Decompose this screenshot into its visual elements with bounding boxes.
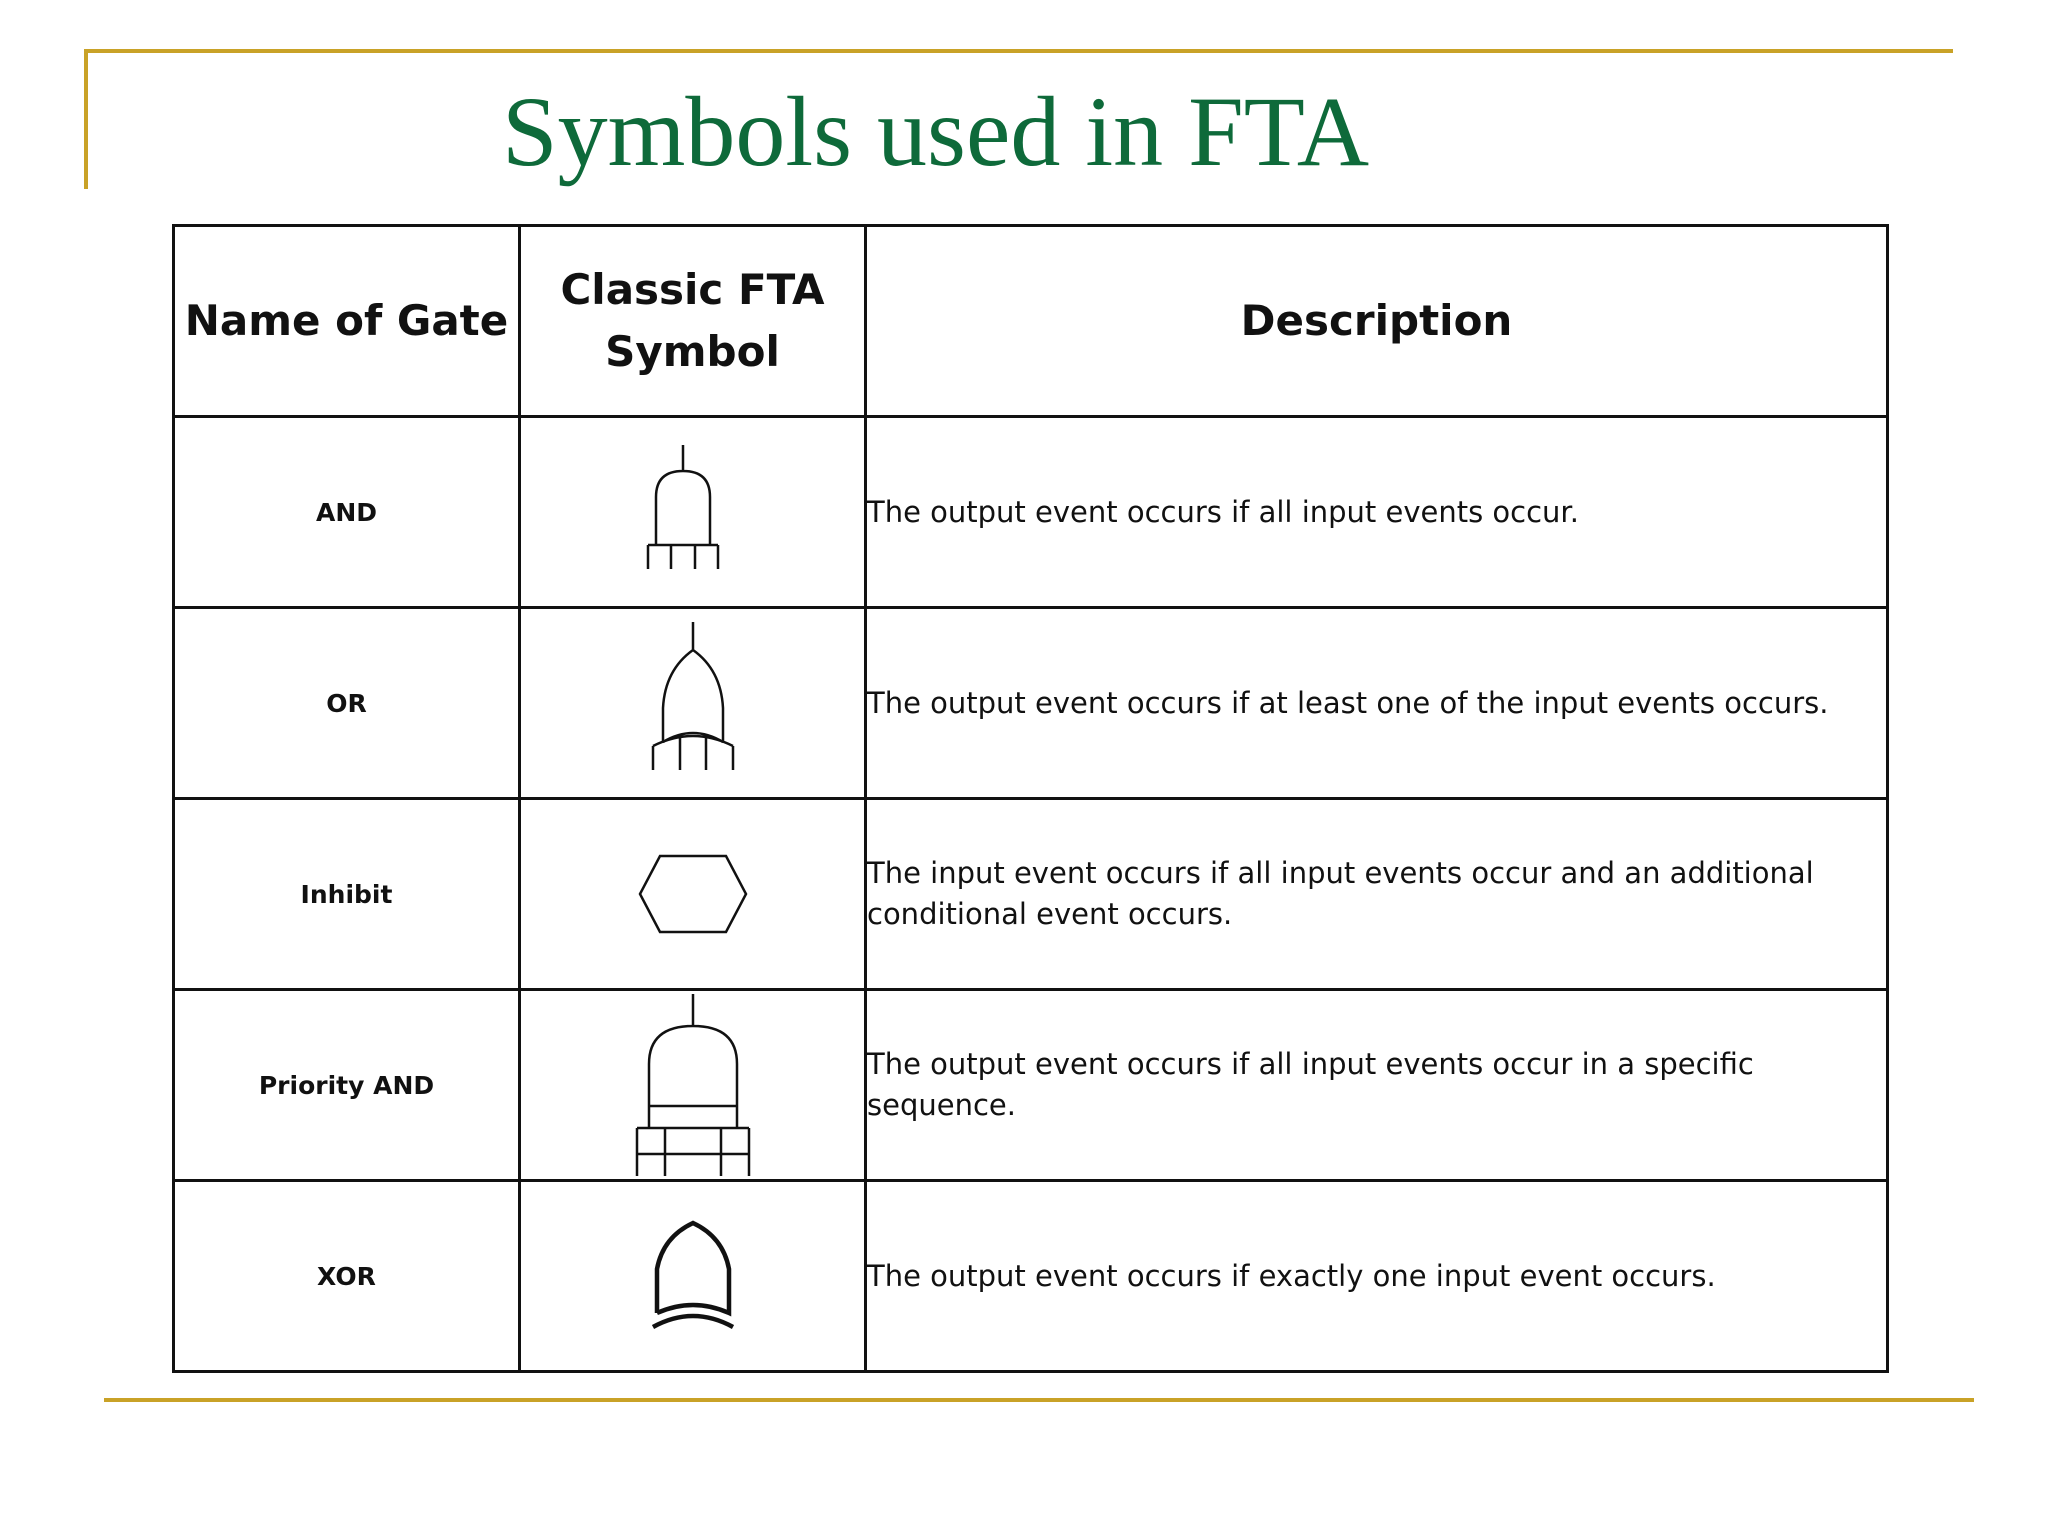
header-name-of-gate: Name of Gate (174, 226, 520, 417)
gate-name: Inhibit (174, 799, 520, 990)
table-row (174, 990, 1888, 1181)
fta-symbols-table (172, 224, 1889, 1373)
table-row (174, 417, 1888, 608)
header-symbol-line2: Symbol (605, 327, 780, 376)
or-gate-icon (633, 618, 753, 788)
table-header-row (174, 226, 1888, 417)
gate-name: OR (174, 608, 520, 799)
gate-description: The output event occurs if all input events occur in a specific sequence. (866, 990, 1888, 1181)
gate-name: XOR (174, 1181, 520, 1372)
gate-symbol-cell (520, 1181, 866, 1372)
table-row (174, 799, 1888, 990)
slide-title: Symbols used in FTA (501, 76, 1370, 187)
gate-name: AND (174, 417, 520, 608)
and-gate-icon (633, 437, 753, 587)
gate-description: The output event occurs if at least one of the input events occurs. (866, 608, 1888, 799)
header-symbol-line1: Classic FTA (560, 265, 825, 314)
gate-symbol-cell (520, 608, 866, 799)
gate-symbol-cell (520, 799, 866, 990)
gate-symbol-cell (520, 417, 866, 608)
gate-description: The output event occurs if all input events occur. (866, 417, 1888, 608)
bottom-accent-rule (104, 1398, 1974, 1402)
xor-gate-icon (633, 1211, 753, 1341)
gate-description: The output event occurs if exactly one input event occurs. (866, 1181, 1888, 1372)
gate-symbol-cell (520, 990, 866, 1181)
top-accent-rule (84, 49, 1953, 53)
gate-name: Priority AND (174, 990, 520, 1181)
table-row (174, 608, 1888, 799)
priority-and-gate-icon (623, 992, 763, 1178)
header-classic-fta-symbol (520, 226, 866, 417)
gate-description: The input event occurs if all input events occur and an additional conditional event occurs. (866, 799, 1888, 990)
inhibit-gate-icon (628, 844, 758, 944)
header-description: Description (866, 226, 1888, 417)
table-row (174, 1181, 1888, 1372)
